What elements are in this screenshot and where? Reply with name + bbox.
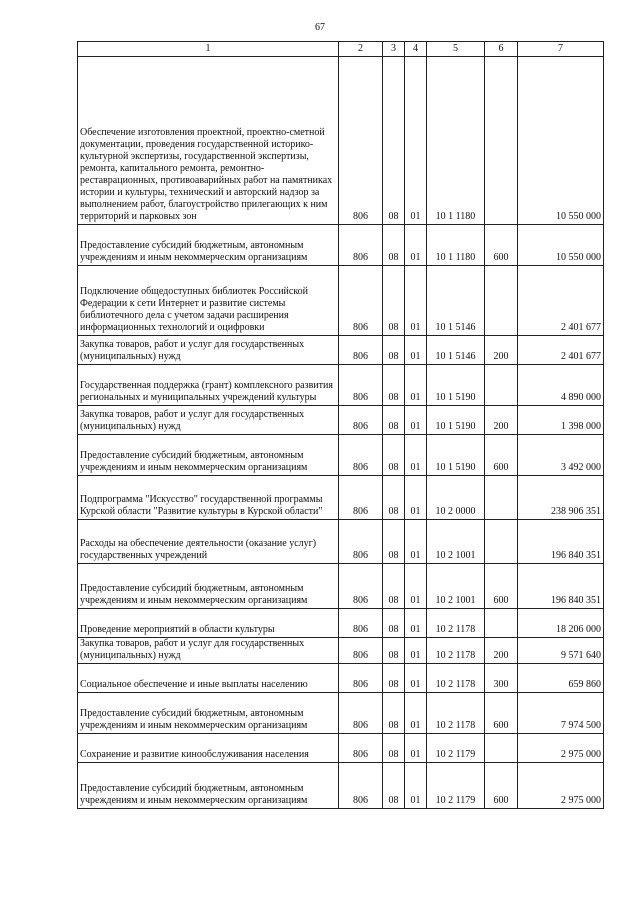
row-name-cell: Подключение общедоступных библиотек Российской Федерации к сети Интернет и развитие системы библиотечного дела с учетом задачи расширения информационных технологий и оцифровки [78, 266, 339, 336]
expense-type-cell: 600 [485, 693, 518, 734]
table-row [78, 664, 604, 693]
expense-type-cell: 600 [485, 564, 518, 609]
amount-cell: 18 206 000 [518, 609, 604, 638]
section-cell: 08 [383, 520, 405, 564]
table-row [78, 763, 604, 809]
ministry-code-cell: 806 [339, 365, 383, 406]
subsection-cell: 01 [405, 693, 427, 734]
table-row [78, 266, 604, 336]
row-name-cell: Закупка товаров, работ и услуг для государственных (муниципальных) нужд [78, 638, 339, 664]
expense-type-cell [485, 476, 518, 520]
section-cell: 08 [383, 564, 405, 609]
target-article-cell: 10 1 5190 [427, 365, 485, 406]
amount-cell: 10 550 000 [518, 57, 604, 225]
ministry-code-cell: 806 [339, 763, 383, 809]
amount-cell: 238 906 351 [518, 476, 604, 520]
row-name-cell: Сохранение и развитие кинообслуживания населения [78, 734, 339, 763]
subsection-cell: 01 [405, 734, 427, 763]
target-article-cell: 10 1 5190 [427, 435, 485, 476]
subsection-cell: 01 [405, 476, 427, 520]
ministry-code-cell: 806 [339, 476, 383, 520]
subsection-cell: 01 [405, 564, 427, 609]
ministry-code-cell: 806 [339, 664, 383, 693]
row-name-cell: Расходы на обеспечение деятельности (оказание услуг) государственных учреждений [78, 520, 339, 564]
section-cell: 08 [383, 638, 405, 664]
amount-cell: 7 974 500 [518, 693, 604, 734]
table-row [78, 520, 604, 564]
section-cell: 08 [383, 734, 405, 763]
expense-type-cell [485, 520, 518, 564]
header-cell: 1 [78, 42, 339, 57]
ministry-code-cell: 806 [339, 638, 383, 664]
ministry-code-cell: 806 [339, 336, 383, 365]
expense-type-cell: 200 [485, 336, 518, 365]
row-name-cell: Закупка товаров, работ и услуг для государственных (муниципальных) нужд [78, 406, 339, 435]
target-article-cell: 10 2 1178 [427, 638, 485, 664]
table-row [78, 693, 604, 734]
row-name-cell: Социальное обеспечение и иные выплаты населению [78, 664, 339, 693]
row-name-cell: Государственная поддержка (грант) комплексного развития региональных и муниципальных учреждений культуры [78, 365, 339, 406]
amount-cell: 3 492 000 [518, 435, 604, 476]
amount-cell: 2 401 677 [518, 336, 604, 365]
section-cell: 08 [383, 406, 405, 435]
expense-type-cell: 200 [485, 638, 518, 664]
expense-type-cell [485, 266, 518, 336]
table-row [78, 406, 604, 435]
amount-cell: 196 840 351 [518, 520, 604, 564]
ministry-code-cell: 806 [339, 406, 383, 435]
amount-cell: 196 840 351 [518, 564, 604, 609]
amount-cell: 2 975 000 [518, 763, 604, 809]
ministry-code-cell: 806 [339, 266, 383, 336]
target-article-cell: 10 2 1179 [427, 734, 485, 763]
table-row [78, 336, 604, 365]
section-cell: 08 [383, 693, 405, 734]
row-name-cell: Предоставление субсидий бюджетным, автономным учреждениям и иным некоммерческим организациям [78, 763, 339, 809]
header-cell: 6 [485, 42, 518, 57]
target-article-cell: 10 1 1180 [427, 57, 485, 225]
amount-cell: 9 571 640 [518, 638, 604, 664]
header-row [78, 42, 604, 57]
section-cell: 08 [383, 435, 405, 476]
page-number: 67 [315, 22, 325, 33]
target-article-cell: 10 2 1179 [427, 763, 485, 809]
expense-type-cell [485, 57, 518, 225]
section-cell: 08 [383, 266, 405, 336]
section-cell: 08 [383, 57, 405, 225]
amount-cell: 2 975 000 [518, 734, 604, 763]
expense-type-cell: 600 [485, 435, 518, 476]
target-article-cell: 10 2 1178 [427, 609, 485, 638]
target-article-cell: 10 1 5146 [427, 266, 485, 336]
target-article-cell: 10 2 1178 [427, 693, 485, 734]
header-cell: 7 [518, 42, 604, 57]
ministry-code-cell: 806 [339, 609, 383, 638]
row-name-cell: Предоставление субсидий бюджетным, автономным учреждениям и иным некоммерческим организациям [78, 225, 339, 266]
ministry-code-cell: 806 [339, 520, 383, 564]
row-name-cell: Предоставление субсидий бюджетным, автономным учреждениям и иным некоммерческим организациям [78, 435, 339, 476]
target-article-cell: 10 1 5146 [427, 336, 485, 365]
subsection-cell: 01 [405, 406, 427, 435]
budget-table [77, 41, 604, 809]
section-cell: 08 [383, 609, 405, 638]
target-article-cell: 10 1 5190 [427, 406, 485, 435]
section-cell: 08 [383, 476, 405, 520]
expense-type-cell [485, 734, 518, 763]
subsection-cell: 01 [405, 609, 427, 638]
target-article-cell: 10 1 1180 [427, 225, 485, 266]
header-cell: 4 [405, 42, 427, 57]
subsection-cell: 01 [405, 365, 427, 406]
ministry-code-cell: 806 [339, 57, 383, 225]
table-row [78, 57, 604, 225]
subsection-cell: 01 [405, 225, 427, 266]
subsection-cell: 01 [405, 664, 427, 693]
expense-type-cell: 300 [485, 664, 518, 693]
table-row [78, 564, 604, 609]
amount-cell: 659 860 [518, 664, 604, 693]
expense-type-cell: 600 [485, 763, 518, 809]
row-name-cell: Обеспечение изготовления проектной, проектно-сметной документации, проведения государственной историко-культурной экспертизы, государственной экспертизы, ремонта, капитального ремонта, ремонтно-реставрационных, противоаварийных работ на памятниках истории и культуры, технический и авторский надзор за выполнением работ, благоустройство прилегающих к ним территорий и парковых зон [78, 57, 339, 225]
table-row [78, 435, 604, 476]
table-row [78, 734, 604, 763]
table-row [78, 638, 604, 664]
header-cell: 5 [427, 42, 485, 57]
amount-cell: 10 550 000 [518, 225, 604, 266]
subsection-cell: 01 [405, 638, 427, 664]
subsection-cell: 01 [405, 266, 427, 336]
header-cell: 3 [383, 42, 405, 57]
subsection-cell: 01 [405, 336, 427, 365]
target-article-cell: 10 2 1001 [427, 564, 485, 609]
row-name-cell: Предоставление субсидий бюджетным, автономным учреждениям и иным некоммерческим организациям [78, 564, 339, 609]
row-name-cell: Проведение мероприятий в области культуры [78, 609, 339, 638]
subsection-cell: 01 [405, 435, 427, 476]
ministry-code-cell: 806 [339, 734, 383, 763]
subsection-cell: 01 [405, 57, 427, 225]
table-row [78, 476, 604, 520]
section-cell: 08 [383, 336, 405, 365]
section-cell: 08 [383, 763, 405, 809]
section-cell: 08 [383, 225, 405, 266]
section-cell: 08 [383, 664, 405, 693]
header-cell: 2 [339, 42, 383, 57]
subsection-cell: 01 [405, 763, 427, 809]
ministry-code-cell: 806 [339, 564, 383, 609]
row-name-cell: Подпрограмма "Искусство" государственной программы Курской области "Развитие культуры в Курской области" [78, 476, 339, 520]
row-name-cell: Предоставление субсидий бюджетным, автономным учреждениям и иным некоммерческим организациям [78, 693, 339, 734]
ministry-code-cell: 806 [339, 225, 383, 266]
amount-cell: 2 401 677 [518, 266, 604, 336]
row-name-cell: Закупка товаров, работ и услуг для государственных (муниципальных) нужд [78, 336, 339, 365]
table-row [78, 365, 604, 406]
expense-type-cell: 600 [485, 225, 518, 266]
expense-type-cell [485, 609, 518, 638]
target-article-cell: 10 2 1001 [427, 520, 485, 564]
ministry-code-cell: 806 [339, 693, 383, 734]
target-article-cell: 10 2 1178 [427, 664, 485, 693]
section-cell: 08 [383, 365, 405, 406]
ministry-code-cell: 806 [339, 435, 383, 476]
target-article-cell: 10 2 0000 [427, 476, 485, 520]
expense-type-cell [485, 365, 518, 406]
amount-cell: 4 890 000 [518, 365, 604, 406]
table-row [78, 225, 604, 266]
expense-type-cell: 200 [485, 406, 518, 435]
subsection-cell: 01 [405, 520, 427, 564]
table-row [78, 609, 604, 638]
amount-cell: 1 398 000 [518, 406, 604, 435]
